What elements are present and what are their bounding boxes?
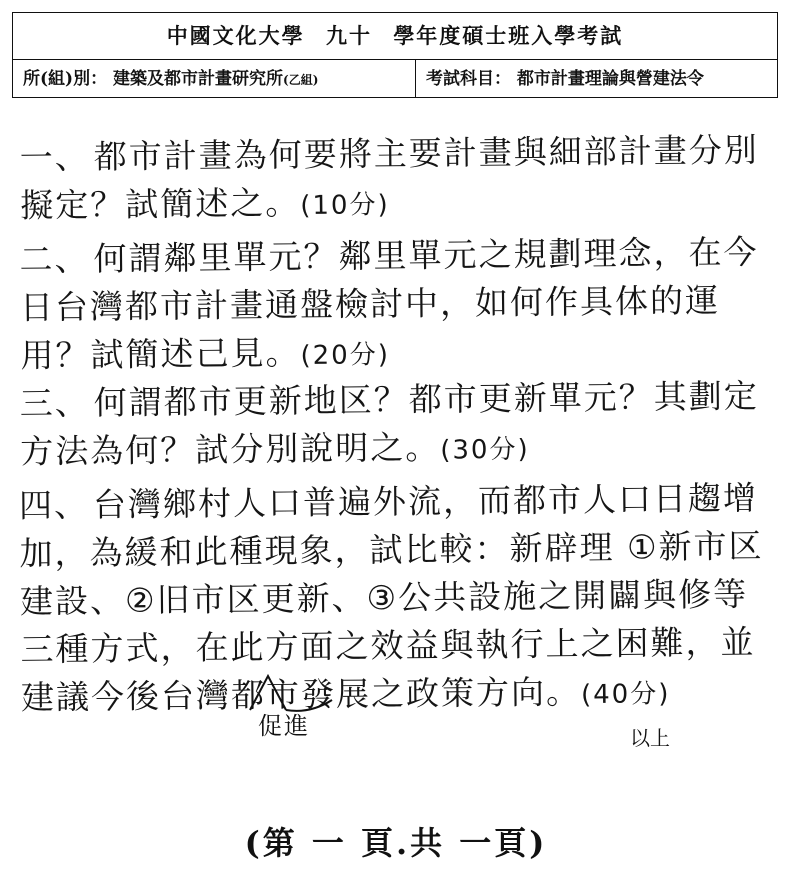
- question-2: [19, 228, 780, 383]
- question-1: [20, 126, 781, 233]
- exam-info-row: [13, 60, 777, 98]
- page-footer: (第 一 頁.共 一頁): [244, 824, 548, 862]
- question-4: [19, 474, 782, 725]
- department-cell: [13, 60, 416, 98]
- question-points: (10分): [300, 190, 390, 222]
- question-text: 都市計畫為何要將主要計畫與細部計畫分別擬定？試簡述之。: [20, 130, 759, 225]
- question-points: (20分): [300, 340, 391, 372]
- question-number: 三、: [19, 383, 90, 423]
- exam-name: 學年度碩士班入學考試: [393, 23, 624, 48]
- end-mark: 以上: [630, 726, 670, 750]
- question-text: 台灣鄉村人口普遍外流，而都市人口日趨增加，為緩和此種現象，試比較：新辟理 ①新市区建設、②旧市区更新、③公共設施之開闢與修等三種方式，在此方面之效益與執行上之困難，並建議今後台灣都市發展之政策方向。: [19, 478, 764, 717]
- question-points: (30分): [440, 434, 530, 466]
- academic-year: 九十: [326, 23, 372, 48]
- question-number: 二、: [19, 239, 90, 279]
- school-name: 中國文化大學: [166, 23, 305, 48]
- subject-cell: [416, 60, 777, 98]
- handwritten-insertion: 促進: [258, 712, 310, 740]
- department-group: (乙組): [283, 73, 319, 87]
- department-label: 所(組)別：: [23, 69, 108, 89]
- question-3: [20, 372, 781, 479]
- subject-value: 都市計畫理論與營建法令: [516, 69, 704, 89]
- question-points: (40分): [580, 679, 671, 711]
- department-value: 建築及都市計畫研究所: [113, 69, 284, 89]
- exam-title: [13, 13, 777, 60]
- subject-label: 考試科目：: [426, 69, 511, 89]
- exam-header: [12, 12, 778, 98]
- question-text: 何謂都市更新地区？都市更新單元？其劃定方法為何？試分別說明之。: [20, 376, 759, 471]
- question-number: 四、: [18, 485, 90, 525]
- question-number: 一、: [19, 137, 90, 177]
- question-text: 何謂鄰里單元？鄰里單元之規劃理念，在今日台灣都市計畫通盤檢討中，如何作具体的運用？試簡述己見。: [19, 232, 759, 375]
